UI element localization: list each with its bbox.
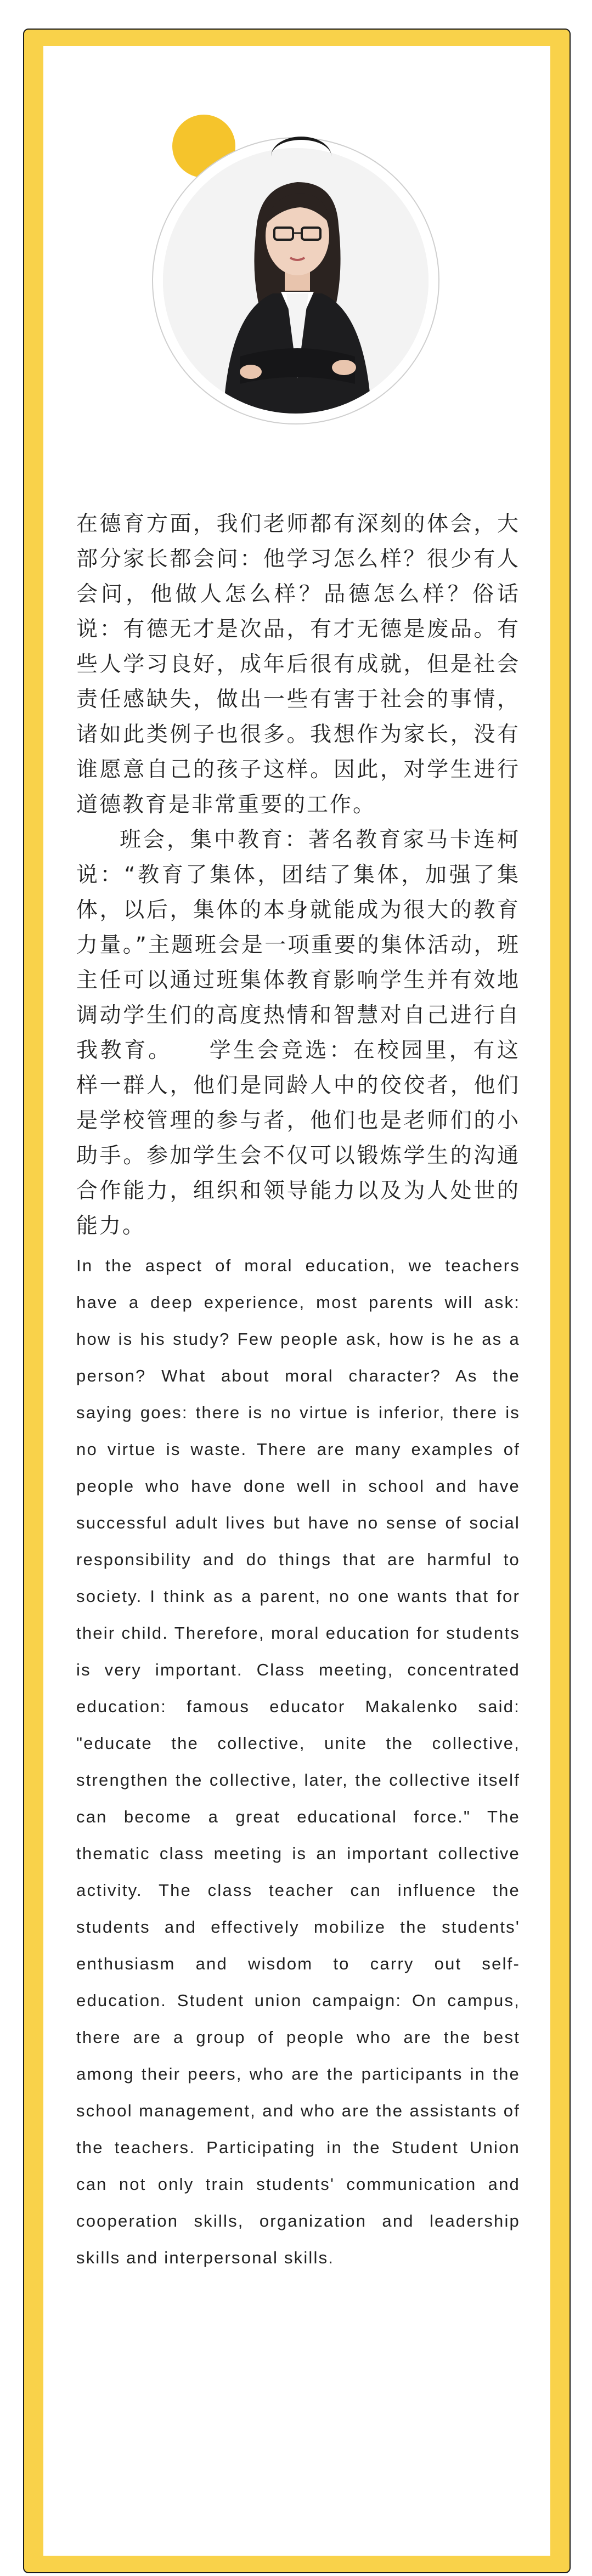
teacher-portrait-icon	[163, 148, 429, 414]
portrait-section	[43, 46, 550, 463]
chinese-paragraph-2-text: 班会，集中教育：著名教育家马卡连柯说：“教育了集体，团结了集体，加强了集体，以后，集体的本身就能成为很大的教育力量。”主题班会是一项重要的集体活动，班主任可以通过班集体教育影响学生并有效地调动学生们的高度热情和智慧对自己进行自我教育。 学生会竞选：在校园里，有这样一群人，他们是同龄人中的佼佼者，他们是学校管理的参与者，他们也是老师们的小助手。参加学生会不仅可以锻炼学生的沟通合作能力，组织和领导能力以及为人处世的能力。	[76, 828, 520, 1238]
content-card	[43, 46, 550, 2556]
chinese-paragraph-2	[76, 823, 520, 1244]
english-paragraph: In the aspect of moral education, we teachers have a deep experience, most parents will ask: how is his study? Few people ask, how is he as a person? What about moral character? As the saying goes: there is no virtue is inferior, there is no virtue is waste. There are many examples of people who have done well in school and have successful adult lives but have no sense of social responsibility and do things that are harmful to society. I think as a parent, no one wants that for their child. Therefore, moral education for students is very important. Class meeting, concentrated education: famous educator Makalenko said: "educate the collective, unite the collective, strengthen the collective, later, the collective itself can become a great educational force." The thematic class meeting is an important collective activity. The class teacher can influence the students and effectively mobilize the students' enthusiasm and wisdom to carry out self-education. Student union campaign: On campus, there are a group of people who are the best among their peers, who are the participants in the school management, and who are the assistants of the teachers. Participating in the Student Union can not only train students' communication and cooperation skills, organization and leadership skills and interpersonal skills.	[76, 1256, 520, 2267]
page-frame	[23, 29, 571, 2573]
chinese-paragraph-1: 在德育方面，我们老师都有深刻的体会，大部分家长都会问：他学习怎么样？很少有人会问，他做人怎么样？品德怎么样？俗话说：有德无才是次品，有才无德是废品。有些人学习良好，成年后很有成就，但是社会责任感缺失，做出一些有害于社会的事情，诸如此类例子也很多。我想作为家长，没有谁愿意自己的孩子这样。因此，对学生进行道德教育是非常重要的工作。	[76, 512, 520, 817]
article-body	[76, 507, 520, 2276]
portrait-ring	[153, 138, 438, 423]
